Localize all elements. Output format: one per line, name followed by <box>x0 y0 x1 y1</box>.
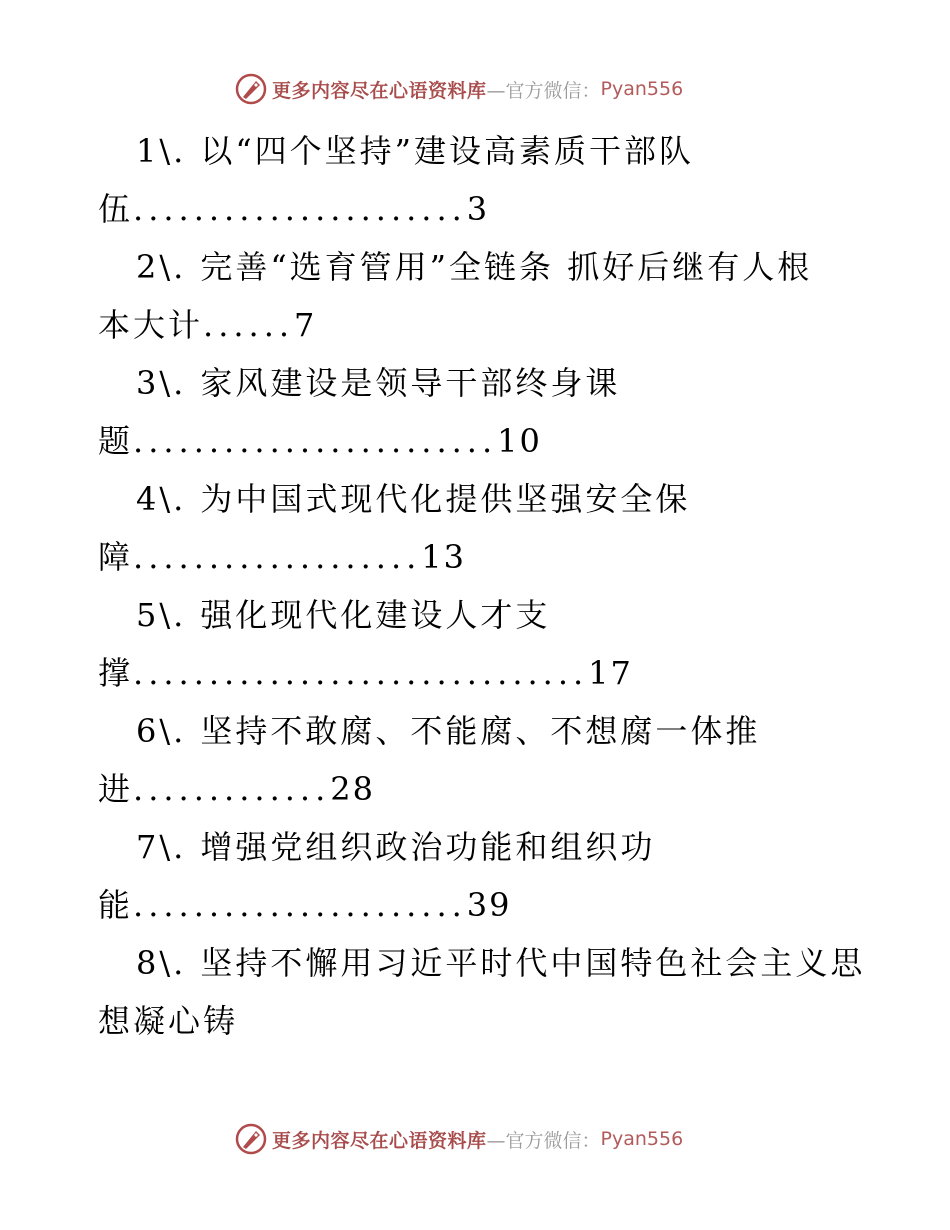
watermark-brand: 更多内容尽在心语资料库 <box>272 79 487 102</box>
toc-number: 2\. <box>136 248 187 286</box>
toc-page-number: 10 <box>497 422 542 460</box>
toc-leader-dots: ................... <box>133 538 422 576</box>
watermark-tail: —官方微信： <box>486 1129 601 1152</box>
watermark-id: Pyan556 <box>600 1128 684 1150</box>
toc-entry-6[interactable] <box>98 702 898 818</box>
toc-title: 以“四个坚持”建设高素质干部队 <box>200 132 695 170</box>
toc-title-continued: 障 <box>98 538 134 576</box>
toc-number: 7\. <box>136 828 187 866</box>
watermark-brand: 更多内容尽在心语资料库 <box>272 1129 487 1152</box>
toc-title: 增强党组织政治功能和组织功 <box>200 828 656 866</box>
watermark-footer <box>234 1122 683 1156</box>
toc-page-number: 28 <box>330 770 375 808</box>
toc-page-number: 7 <box>294 306 317 344</box>
toc-page-number: 3 <box>466 190 490 228</box>
watermark-tail: —官方微信： <box>486 79 601 102</box>
toc-entry-7[interactable] <box>98 818 898 934</box>
table-of-contents <box>98 122 898 1050</box>
toc-entry-2[interactable] <box>98 238 898 354</box>
pen-nib-logo-icon <box>234 1122 268 1156</box>
toc-title: 强化现代化建设人才支 <box>200 596 551 634</box>
toc-page-number: 39 <box>466 886 512 924</box>
toc-leader-dots: ...... <box>203 306 295 344</box>
toc-entry-8[interactable] <box>98 934 898 1050</box>
toc-title-continued: 进 <box>98 770 134 808</box>
toc-leader-dots: ...................... <box>133 886 467 924</box>
toc-number: 6\. <box>136 712 187 750</box>
toc-title-continued: 本大计 <box>98 306 204 344</box>
toc-title-continued: 题 <box>98 422 134 460</box>
toc-number: 1\. <box>136 132 187 170</box>
toc-title-continued: 伍 <box>98 190 134 228</box>
toc-title: 为中国式现代化提供坚强安全保 <box>200 480 691 518</box>
toc-title: 坚持不懈用习近平时代中国特色社会主义思 <box>200 944 866 982</box>
toc-entry-4[interactable] <box>98 470 898 586</box>
toc-entry-5[interactable] <box>98 586 898 702</box>
toc-title: 坚持不敢腐、不能腐、不想腐一体推 <box>200 712 761 750</box>
watermark-id: Pyan556 <box>600 78 684 100</box>
toc-leader-dots: ...................... <box>133 190 467 228</box>
toc-page-number: 17 <box>588 654 633 692</box>
toc-entry-3[interactable] <box>98 354 898 470</box>
toc-entry-1[interactable] <box>98 122 898 238</box>
toc-number: 5\. <box>136 596 187 634</box>
toc-leader-dots: ............. <box>133 770 331 808</box>
toc-leader-dots: ........................ <box>133 422 498 460</box>
toc-title: 完善“选育管用”全链条 抓好后继有人根 <box>200 248 813 286</box>
toc-title-continued: 想凝心铸 <box>98 1002 239 1040</box>
toc-title: 家风建设是领导干部终身课 <box>200 364 621 402</box>
toc-page-number: 13 <box>421 538 466 576</box>
toc-title-continued: 能 <box>98 886 134 924</box>
toc-title-continued: 撑 <box>98 654 134 692</box>
pen-nib-logo-icon <box>234 72 268 106</box>
toc-number: 8\. <box>136 944 187 982</box>
toc-leader-dots: .............................. <box>133 654 589 692</box>
toc-number: 4\. <box>136 480 187 518</box>
toc-number: 3\. <box>136 364 187 402</box>
watermark-header <box>234 72 683 106</box>
